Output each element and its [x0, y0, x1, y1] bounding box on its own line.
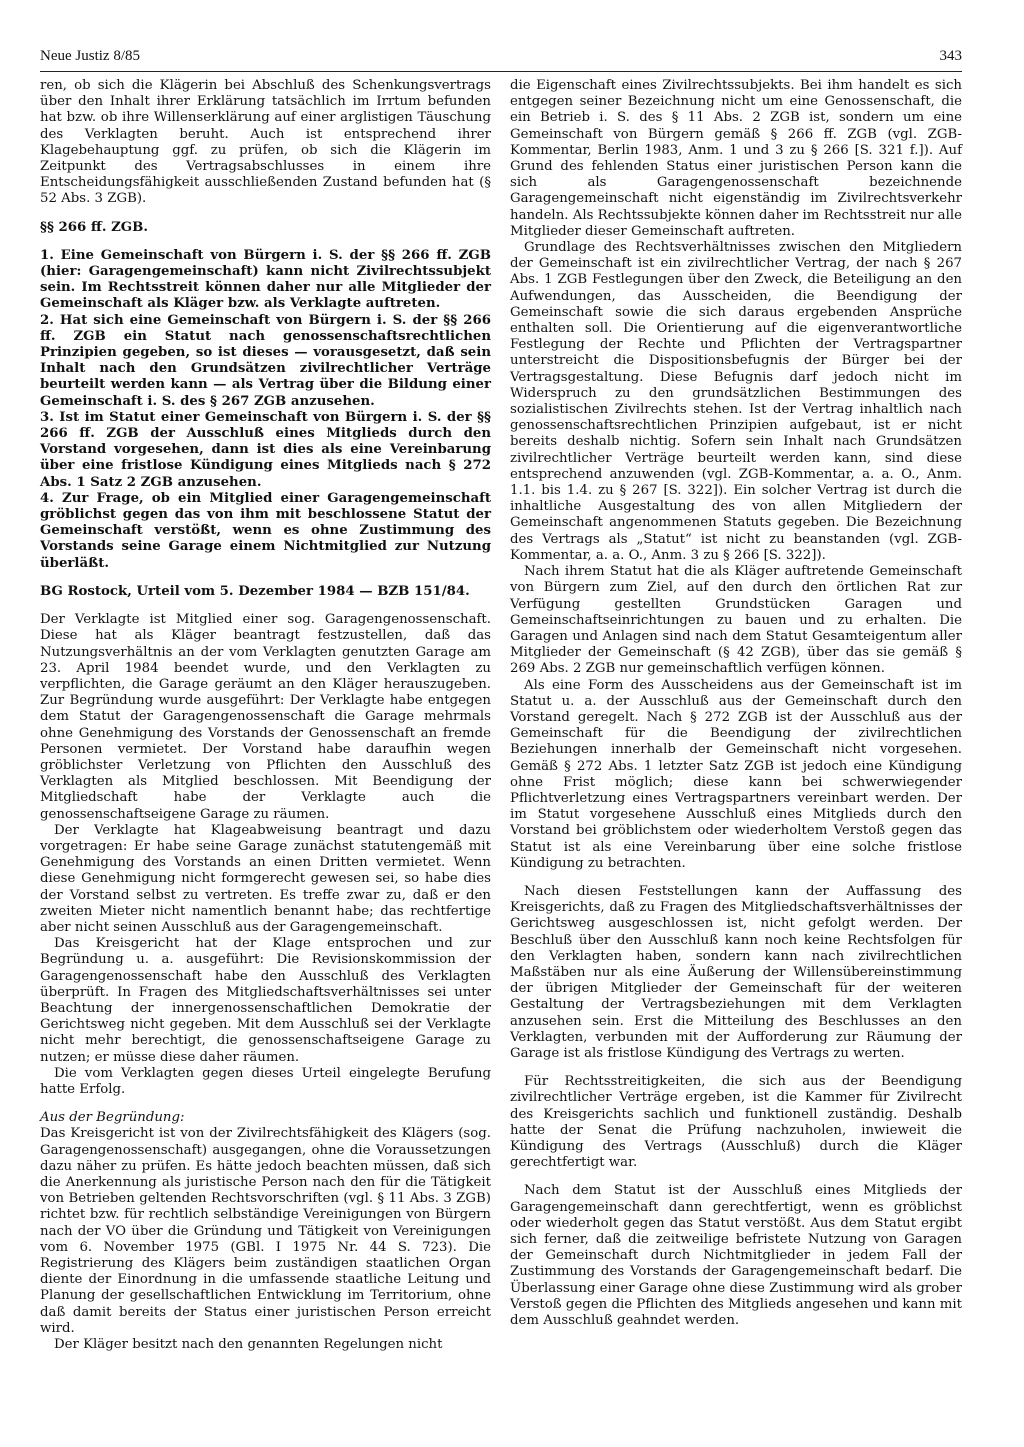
left-column-paragraph: Das Kreisgericht hat der Klage entsprochen und zur Begründung u. a. ausgeführt: Die Revisionskommission der Garagengenossenschaft habe den Ausschluß des Verklagten überprüft. In Fragen des Mitgliedschaftsverhältnisses sei unter Beachtung der innergenossenschaftlichen Demokratie der Gerichtsweg nicht gegeben. Mit dem Ausschluß sei der Verklagte nicht mehr berechtigt, die genossenschaftseigene Garage zu nutzen; er müsse diese daher räumen. — [40, 936, 491, 1065]
right-column-paragraph: Nach ihrem Statut hat die als Kläger auftretende Gemeinschaft von Bürgern zum Ziel, auf den durch den örtlichen Rat zur Verfügung gestellten Grundstücken Garagen und Gemeinschaftseinrichtungen zu bauen und zu erhalten. Die Garagen und Anlagen sind nach dem Statut Gesamteigentum aller Mitglieder der Gemeinschaft (§ 42 ZGB), über das sie gemäß § 269 Abs. 2 ZGB nur gemeinschaftlich verfügen können. — [510, 564, 962, 677]
journal-title: Neue Justiz 8/85 — [40, 48, 140, 64]
left-column-paragraph: §§ 266 ff. ZGB. — [40, 219, 149, 235]
left-column-paragraph: Der Verklagte ist Mitglied einer sog. Garagengenossenschaft. Diese hat als Kläger beantragt festzustellen, daß das Nutzungsverhältnis an der vom Verklagten genutzten Garage am 23. April 1984 beendet wurde, und den Verklagten zu verpflichten, die Garage geräumt an den Kläger herauszugeben. Zur Begründung wurde ausgeführt: Der Verklagte habe entgegen dem Statut der Garagengenossenschaft die Garage mehrmals ohne Genehmigung des Vorstands der Genossenschaft an fremde Personen vermietet. Der Vorstand habe daraufhin wegen gröblichster Verletzung von Pflichten den Ausschluß des Verklagten als Mitglied beschlossen. Mit Beendigung der Mitgliedschaft habe der Verklagte auch die genossenschaftseigene Garage zu räumen. — [40, 612, 491, 822]
header-rule — [40, 71, 962, 72]
right-column-paragraph: Grundlage des Rechtsverhältnisses zwischen den Mitgliedern der Gemeinschaft ist ein zivilrechtlicher Vertrag, der nach § 267 Abs. 1 ZGB Festlegungen über den Zweck, die Beteiligung an den Aufwendungen, das Ausscheiden, die Beendigung der Gemeinschaft sowie die sich daraus ergebenden Ansprüche enthalten soll. Die Orientierung auf die eigenverantwortliche Festlegung der Rechte und Pflichten der Vertragspartner unterstreicht die Dispositionsbefugnis der Bürger bei der Vertragsgestaltung. Diese Befugnis darf jedoch nicht im Widerspruch zu den grundsätzlichen Bestimmungen des sozialistischen Zivilrechts stehen. Ist der Vertrag inhaltlich nach genossenschaftsrechtlichen Prinzipien aufgebaut, ist er nicht bereits deshalb nichtig. Sofern sein Inhalt nach Grundsätzen zivilrechtlicher Verträge beurteilt werden kann, sind diese entsprechend anzuwenden (vgl. ZGB-Kommentar, a. a. O., Anm. 1.1. bis 1.4. zu § 267 [S. 322]). Ein solcher Vertrag ist durch die inhaltliche Ausgestaltung des von allen Mitgliedern der Gemeinschaft angenommenen Statuts gegeben. Die Bezeichnung des Vertrags als „Statut“ ist nicht zu beanstanden (vgl. ZGB-Kommentar, a. a. O., Anm. 3 zu § 266 [S. 322]). — [510, 240, 962, 563]
left-column-paragraph: Die vom Verklagten gegen dieses Urteil eingelegte Berufung hatte Erfolg. — [40, 1065, 491, 1097]
right-column-paragraph: die Eigenschaft eines Zivilrechtssubjekts. Bei ihm handelt es sich entgegen seiner Bezeichnung nicht um eine Genossenschaft, die ein Betrieb i. S. des § 11 Abs. 2 ZGB ist, sondern um eine Gemeinschaft von Bürgern gemäß § 266 ff. ZGB (vgl. ZGB-Kommentar, Berlin 1983, Anm. 1 und 3 zu § 266 [S. 321 f.]). Auf Grund des fehlenden Status einer juristischen Person kann die sich als Garagengenossenschaft bezeichnende Garagengemeinschaft nicht eigenständig im Zivilrechtsverkehr handeln. Als Rechtssubjekte können daher im Rechtsstreit nur alle Mitglieder dieser Gemeinschaft auftreten. — [510, 78, 962, 239]
left-column-paragraph: Der Verklagte hat Klageabweisung beantragt und dazu vorgetragen: Er habe seine Garage zunächst statutengemäß mit Genehmigung des Vorstands an einen Dritten vermietet. Wenn diese Genehmigung nicht formgerecht gewesen sei, so habe dies der Vorstand selbst zu vertreten. Es treffe zwar zu, daß er den zweiten Mieter nicht namentlich benannt habe; das rechtfertige aber nicht seinen Ausschluß aus der Garagengemeinschaft. — [40, 822, 491, 935]
left-column-paragraph: Das Kreisgericht ist von der Zivilrechtsfähigkeit des Klägers (sog. Garagengenossenschaft) ausgegangen, ohne die Voraussetzungen dazu näher zu prüfen. Es hätte jedoch beachten müssen, daß sich die Anerkennung als juristische Person nach den für die Tätigkeit von Betrieben geltenden Rechtsvorschriften (vgl. § 11 Abs. 3 ZGB) richtet bzw. für rechtlich selbständige Vereinigungen von Bürgern nach der VO über die Gründung und Tätigkeit von Vereinigungen vom 6. November 1975 (GBl. I 1975 Nr. 44 S. 723). Die Registrierung des Klägers beim zuständigen staatlichen Organ diente der Einordnung in die umfassende staatliche Leitung und Planung der gesellschaftlichen Entwicklung im Territorium, ohne daß damit bereits der Status einer juristischen Person erreicht wird. — [40, 1126, 491, 1336]
right-column-paragraph: Nach diesen Feststellungen kann der Auffassung des Kreisgerichts, daß zu Fragen des Mitgliedschaftsverhältnisses der Gerichtsweg ausgeschlossen ist, nicht gefolgt werden. Der Beschluß über den Ausschluß kann noch keine Rechtsfolgen für den Verklagten haben, sondern kann nach zivilrechtlichen Maßstäben nur als eine Äußerung der Willensübereinstimmung der übrigen Mitglieder der Gemeinschaft für der weiteren Gestaltung der Vertragsbeziehungen mit dem Verklagten anzusehen sein. Erst die Mitteilung des Beschlusses an den Verklagten, verbunden mit der Aufforderung zur Räumung der Garage ist als fristlose Kündigung des Vertrags zu werten. — [510, 883, 962, 1061]
right-column — [510, 78, 962, 1329]
left-column-paragraph: 2. Hat sich eine Gemeinschaft von Bürgern i. S. der §§ 266 ff. ZGB ein Statut nach genossenschaftsrechtlichen Prinzipien gegeben, so ist dieses — vorausgesetzt, daß sein Inhalt nach den Grundsätzen zivilrechtlicher Verträge beurteilt werden kann — als Vertrag über die Bildung einer Gemeinschaft i. S. des § 267 ZGB anzusehen. — [40, 312, 491, 409]
left-column-paragraph: Aus der Begründung: — [40, 1110, 185, 1126]
left-column-paragraph: Der Kläger besitzt nach den genannten Regelungen nicht — [54, 1337, 443, 1353]
left-column-paragraph: 1. Eine Gemeinschaft von Bürgern i. S. der §§ 266 ff. ZGB (hier: Garagengemeinschaft) kann nicht Zivilrechtssubjekt sein. Im Rechtsstreit können daher nur alle Mitglieder der Gemeinschaft als Kläger bzw. als Verklagte auftreten. — [40, 247, 491, 312]
left-column-paragraph: 4. Zur Frage, ob ein Mitglied einer Garagengemeinschaft gröblichst gegen das von ihm mit beschlossene Statut der Gemeinschaft verstößt, wenn es ohne Zustimmung des Vorstands seine Garage einem Nichtmitglied zur Nutzung überläßt. — [40, 490, 491, 571]
left-column-paragraph: ren, ob sich die Klägerin bei Abschluß des Schenkungsvertrags über den Inhalt ihrer Erklärung tatsächlich im Irrtum befunden hat bzw. ob ihre Willenserklärung auf einer arglistigen Täuschung des Verklagten beruht. Auch ist entsprechend ihrer Klagebehauptung ggf. zu prüfen, ob sich die Klägerin im Zeitpunkt des Vertragsabschlusses in einem ihre Entscheidungsfähigkeit ausschließenden Zustand befunden hat (§ 52 Abs. 3 ZGB). — [40, 78, 491, 207]
left-column — [40, 78, 491, 1353]
right-column-paragraph: Nach dem Statut ist der Ausschluß eines Mitglieds der Garagengemeinschaft dann gerechtfertigt, wenn es gröblichst oder wiederholt gegen das Statut verstößt. Aus dem Statut ergibt sich ferner, daß die zeitweilige befristete Nutzung von Garagen der Gemeinschaft durch Nichtmitglieder in jedem Fall der Zustimmung des Vorstands der Garagengemeinschaft bedarf. Die Überlassung einer Garage ohne diese Zustimmung wird als grober Verstoß gegen die Pflichten des Mitglieds angesehen und kann mit dem Ausschluß geahndet werden. — [510, 1183, 962, 1329]
right-column-paragraph: Als eine Form des Ausscheidens aus der Gemeinschaft ist im Statut u. a. der Ausschluß aus der Gemeinschaft durch den Vorstand geregelt. Nach § 272 ZGB ist der Ausschluß aus der Gemeinschaft für die Beendigung der zivilrechtlichen Beziehungen innerhalb der Gemeinschaft nicht vorgesehen. Gemäß § 272 Abs. 1 letzter Satz ZGB ist jedoch eine Kündigung ohne Frist möglich; diese kann bei schwerwiegender Pflichtverletzung eines Vertragspartners vereinbart werden. Der im Statut vorgesehene Ausschluß eines Mitglieds durch den Vorstand bei gröblichstem oder wiederholtem Verstoß gegen das Statut ist als eine Vereinbarung über eine solche fristlose Kündigung zu betrachten. — [510, 677, 962, 871]
left-column-paragraph: BG Rostock, Urteil vom 5. Dezember 1984 — BZB 151/84. — [40, 583, 470, 599]
page-number: 343 — [939, 48, 962, 64]
left-column-paragraph: 3. Ist im Statut einer Gemeinschaft von Bürgern i. S. der §§ 266 ff. ZGB der Ausschluß eines Mitglieds durch den Vorstand vorgesehen, dann ist dies als eine Vereinbarung über eine fristlose Kündigung eines Mitglieds nach § 272 Abs. 1 Satz 2 ZGB anzusehen. — [40, 409, 491, 490]
right-column-paragraph: Für Rechtsstreitigkeiten, die sich aus der Beendigung zivilrechtlicher Verträge ergeben, ist die Kammer für Zivilrecht des Kreisgerichts sachlich und funktionell zuständig. Deshalb hatte der Senat die Prüfung nachzuholen, inwieweit die Kündigung des Vertrags (Ausschluß) durch die Kläger gerechtfertigt war. — [510, 1074, 962, 1171]
page-header — [40, 48, 962, 68]
